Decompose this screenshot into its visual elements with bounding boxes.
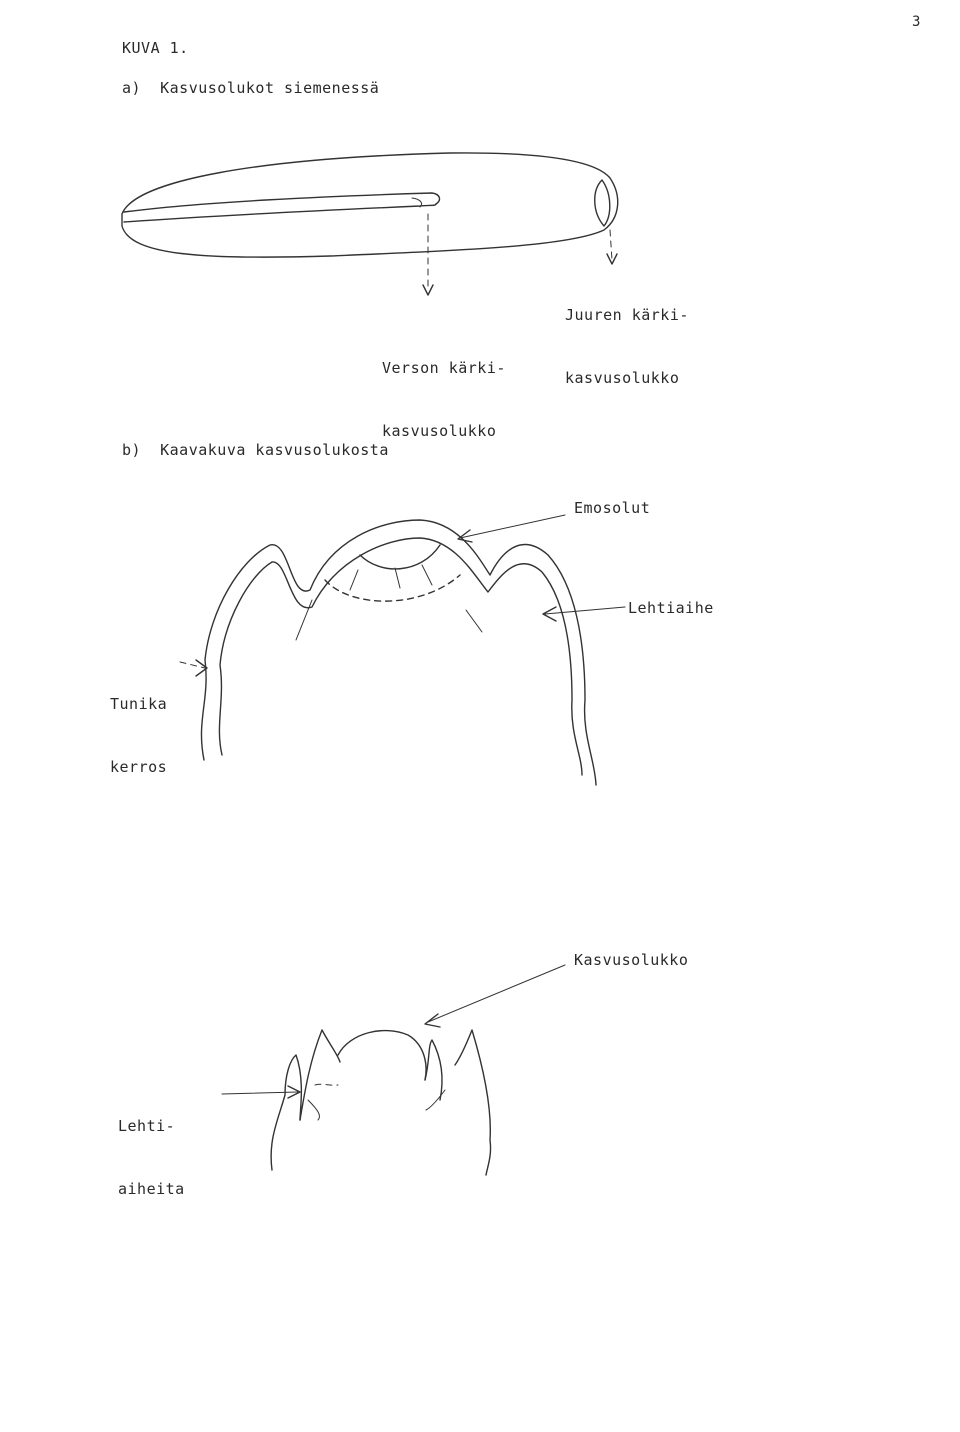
- stem-left-line: [308, 1100, 320, 1120]
- leaf-primordium-left-inner: [300, 1030, 340, 1120]
- meristem-dome: [338, 1031, 426, 1080]
- leaf-primordium-right-outer: [455, 1030, 491, 1175]
- meristem-label: Kasvusolukko: [574, 951, 689, 969]
- primordia-arrow-line: [222, 1092, 298, 1094]
- root-apex-cap: [595, 180, 610, 226]
- shoot-apex-drawing: [222, 965, 565, 1175]
- radial-line-5: [466, 610, 482, 632]
- seed-drawing: [122, 153, 618, 295]
- leaf-primordia-label-line1: Lehti-: [118, 1117, 176, 1135]
- primordia-cells: [315, 1084, 338, 1085]
- meristem-arrow-line: [428, 965, 565, 1022]
- mother-cell-label: Emosolut: [574, 499, 651, 517]
- mother-cell-arrow-line: [460, 515, 565, 538]
- page-number: 3: [912, 14, 921, 30]
- leaf-primordium-left-outer: [271, 1055, 301, 1170]
- tunica-label: [110, 652, 167, 799]
- root-apex-label-line2: kasvusolukko: [565, 369, 680, 387]
- tunica-outer-line: [201, 520, 596, 785]
- shoot-apex-label-line1: Verson kärki-: [382, 359, 506, 377]
- radial-line-3: [422, 565, 432, 585]
- shoot-apex-label: [382, 316, 506, 463]
- shoot-apex-label-line2: kasvusolukko: [382, 422, 497, 440]
- section-a-heading: a) Kasvusolukot siemenessä: [122, 79, 380, 97]
- tunica-label-line2: kerros: [110, 758, 168, 776]
- embryo-upper-line: [124, 193, 439, 212]
- root-apex-arrow-line: [610, 230, 612, 260]
- leaf-primordia-label-line2: aiheita: [118, 1180, 185, 1198]
- figure-title: KUVA 1.: [122, 39, 189, 57]
- leaf-primordium-arrow-line: [545, 607, 625, 614]
- radial-line-2: [395, 568, 400, 588]
- tunica-inner-line: [219, 538, 582, 775]
- tunica-arrow-line: [180, 662, 205, 668]
- section-b-heading: b) Kaavakuva kasvusolukosta: [122, 441, 389, 459]
- leaf-primordium-right-inner: [425, 1040, 442, 1100]
- meristem-schematic: [180, 515, 625, 785]
- leaf-primordium-label: Lehtiaihe: [628, 599, 714, 617]
- leaf-primordia-label: [118, 1074, 185, 1221]
- radial-line-1: [350, 570, 358, 590]
- dashed-zone-boundary: [325, 575, 460, 601]
- tunica-label-line1: Tunika: [110, 695, 168, 713]
- stem-right-line: [426, 1090, 445, 1110]
- root-apex-label: [565, 263, 689, 410]
- root-apex-label-line1: Juuren kärki-: [565, 306, 689, 324]
- radial-line-4: [296, 600, 312, 640]
- mother-cell-zone: [360, 545, 440, 569]
